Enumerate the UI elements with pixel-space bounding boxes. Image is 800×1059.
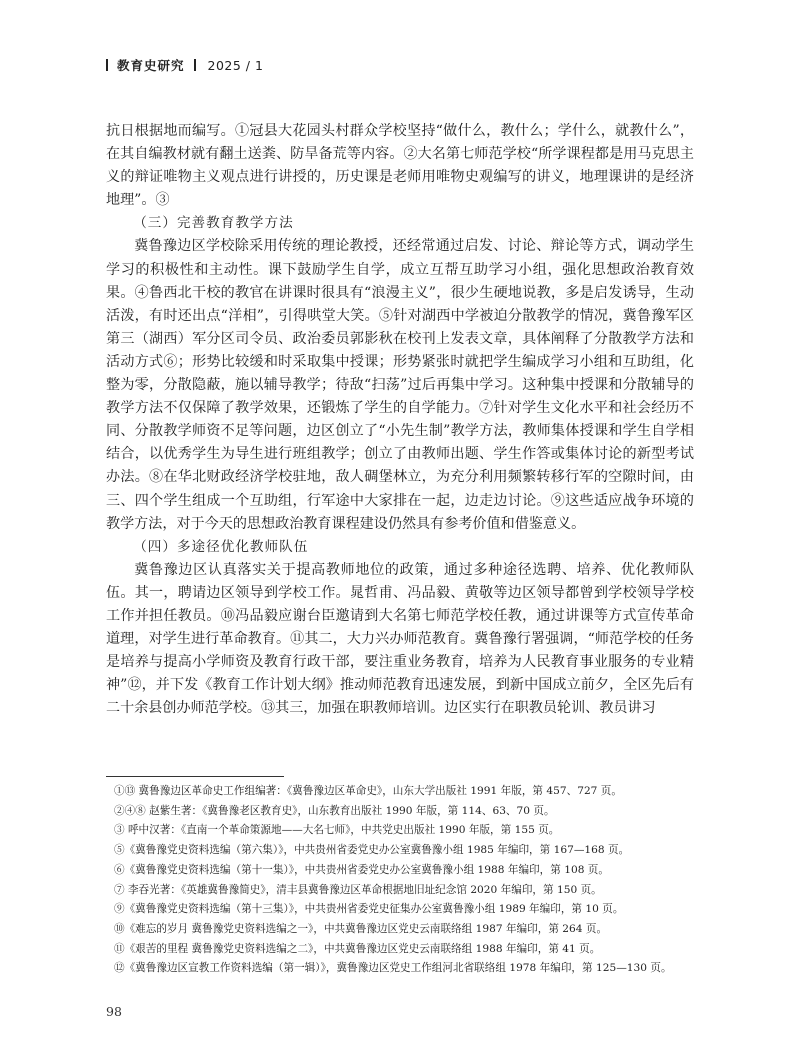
page-number: 98	[106, 1004, 122, 1019]
paragraph-2: 冀鲁豫边区学校除采用传统的理论教授，还经常通过启发、讨论、辩论等方式，调动学生学习的积极性和主动性。课下鼓励学生自学，成立互帮互助学习小组，强化思想政治教育效果。④鲁西北干校的教官在讲课时很具有“浪漫主义”，很少生硬地说教，多是启发诱导，生动活泼，有时还出点“洋相”，引得哄堂大笑。⑤针对湖西中学被迫分散教学的情况，冀鲁豫军区第三（湖西）军分区司令员、政治委员郭影秋在校刊上发表文章，具体阐释了分散教学方法和活动方式⑥；形势比较缓和时采取集中授课；形势紧张时就把学生编成学习小组和互助组，化整为零，分散隐蔽，施以辅导教学；待敌“扫荡”过后再集中学习。这种集中授课和分散辅导的教学方法不仅保障了教学效果，还锻炼了学生的自学能力。⑦针对学生文化水平和社会经历不同、分散教学师资不足等问题，边区创立了“小先生制”教学方法，教师集体授课和学生自学相结合，以优秀学生为导生进行班组教学；创立了由教师出题、学生作答或集体讨论的新型考试办法。⑧在华北财政经济学校驻地，敌人碉堡林立，为充分利用频繁转移行军的空隙时间，由三、四个学生组成一个互助组，行军途中大家排在一起，边走边讨论。⑨这些适应战争环境的教学方法，对于今天的思想政治教育课程建设仍然具有参考价值和借鉴意义。	[106, 238, 694, 532]
footnote: ⑦ 李吞光著：《英雄冀鲁豫简史》，清丰县冀鲁豫边区革命根据地旧址纪念馆 2020 年编印，第 150 页。	[114, 883, 602, 896]
footnote: ⑪《艰苦的里程 冀鲁豫党史资料选编之二》，中共冀鲁豫边区党史云南联络组 1988 年编印，第 41 页。	[114, 942, 601, 955]
footnote: ⑫《冀鲁豫边区宣教工作资料选编（第一辑）》，冀鲁豫边区党史工作组河北省联络组 1978 年编印，第 125—130 页。	[114, 962, 672, 975]
footnote: ②④⑧ 赵紫生著：《冀鲁豫老区教育史》，山东教育出版社 1990 年版，第 114、63、70 页。	[114, 804, 555, 817]
paragraph-3: 冀鲁豫边区认真落实关于提高教师地位的政策，通过多种途径选聘、培养、优化教师队伍。其一，聘请边区领导到学校工作。晁哲甫、冯品毅、黄敬等边区领导都曾到学校领导学校工作并担任教员。⑩冯品毅应谢台臣邀请到大名第七师范学校任教，通过讲课等方式宣传革命道理，对学生进行革命教育。⑪其二，大力兴办师范教育。冀鲁豫行署强调，“师范学校的任务是培养与提高小学师资及教育行政干部，要注重业务教育，培养为人民教育事业服务的专业精神”⑫，并下发《教育工作计划大纲》推动师范教育迅速发展，到新中国成立前夕，全区先后有二十余县创办师范学校。⑬其三，加强在职教师培训。边区实行在职教员轮训、教员讲习	[106, 561, 694, 717]
header-bar-right	[194, 59, 196, 71]
paragraph-1: 抗日根据地而编写。①冠县大花园头村群众学校坚持“做什么，教什么；学什么，就教什么”，在其自编教材就有翻土送粪、防旱备荒等内容。②大名第七师范学校“所学课程都是用马克思主义的辩证唯物主义观点进行讲授的，历史课是老师用唯物史观编写的讲义，地理课讲的是经济地理”。③	[106, 123, 694, 209]
footnotes	[114, 782, 704, 979]
section-heading-4: （四）多途径优化教师队伍	[133, 538, 309, 555]
footnote-rule	[106, 776, 284, 777]
footnote: ③ 呼中汉著：《直南一个革命策源地——大名七师》，中共党史出版社 1990 年版，第 155 页。	[114, 824, 560, 837]
footnote: ⑥《冀鲁豫党史资料选编（第十一集）》，中共贵州省委党史办公室冀鲁豫小组 1988 年编印，第 108 页。	[114, 863, 609, 876]
footnote: ⑨《冀鲁豫党史资料选编（第十三集）》，中共贵州省委党史征集办公室冀鲁豫小组 1989 年编印，第 10 页。	[114, 903, 624, 916]
footnote: ①⑬ 冀鲁豫边区革命史工作组编著：《冀鲁豫边区革命史》，山东大学出版社 1991 年版，第 457、727 页。	[114, 785, 622, 797]
journal-title: 教育史研究	[117, 58, 185, 73]
running-header	[106, 55, 263, 75]
header-bar-left	[106, 59, 108, 71]
footnote: ⑤《冀鲁豫党史资料选编（第六集）》，中共贵州省委党史办公室冀鲁豫小组 1985 年编印，第 167—168 页。	[114, 844, 630, 857]
footnote: ⑩《难忘的岁月 冀鲁豫党史资料选编之一》，中共冀鲁豫边区党史云南联络组 1987 年编印，第 264 页。	[114, 922, 608, 935]
section-heading-3: （三）完善教育教学方法	[133, 215, 294, 232]
main-text	[106, 120, 694, 720]
issue-number: 2025 / 1	[207, 57, 264, 73]
